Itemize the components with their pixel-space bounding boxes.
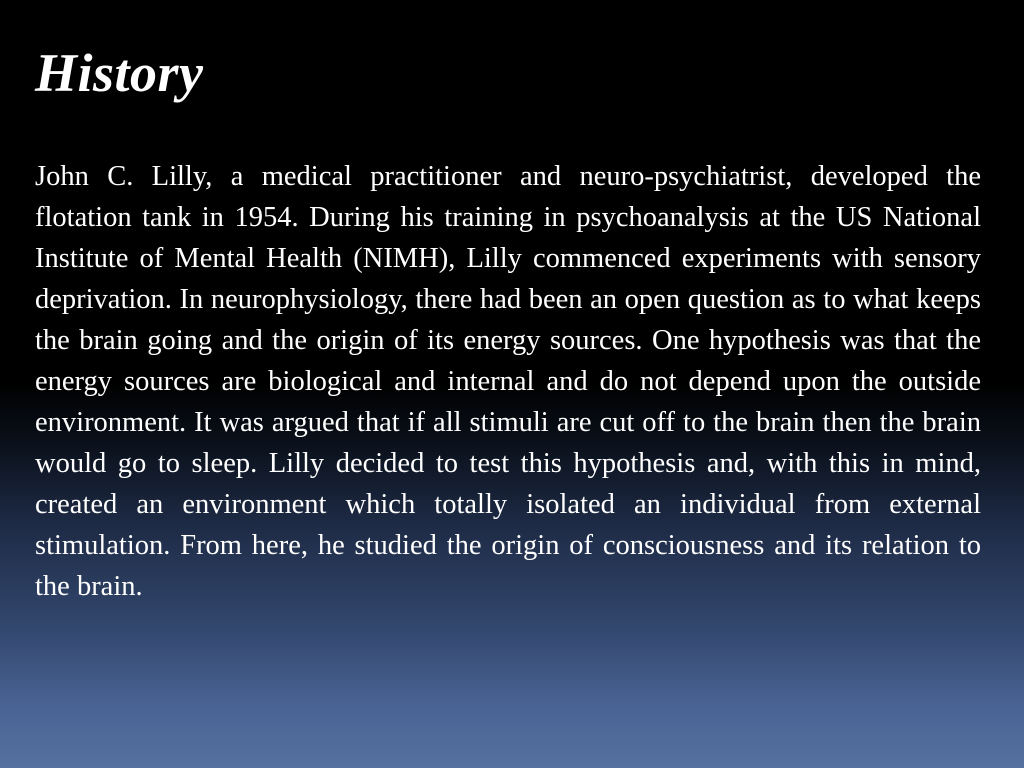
slide-title: History [35,43,204,103]
slide-body-paragraph: John C. Lilly, a medical practitioner and neuro-psychiatrist, developed the flotation tank in 1954. During his training in psychoanalysis at the US National Institute of Mental Health (NIMH), Lilly commenced experiments with sensory deprivation. In neurophysiology, there had been an open question as to what keeps the brain going and the origin of its energy sources. One hypothesis was that the energy sources are biological and internal and do not depend upon the outside environment. It was argued that if all stimuli are cut off to the brain then the brain would go to sleep. Lilly decided to test this hypothesis and, with this in mind, created an environment which totally isolated an individual from external stimulation. From here, he studied the origin of consciousness and its relation to the brain. [35,161,981,602]
